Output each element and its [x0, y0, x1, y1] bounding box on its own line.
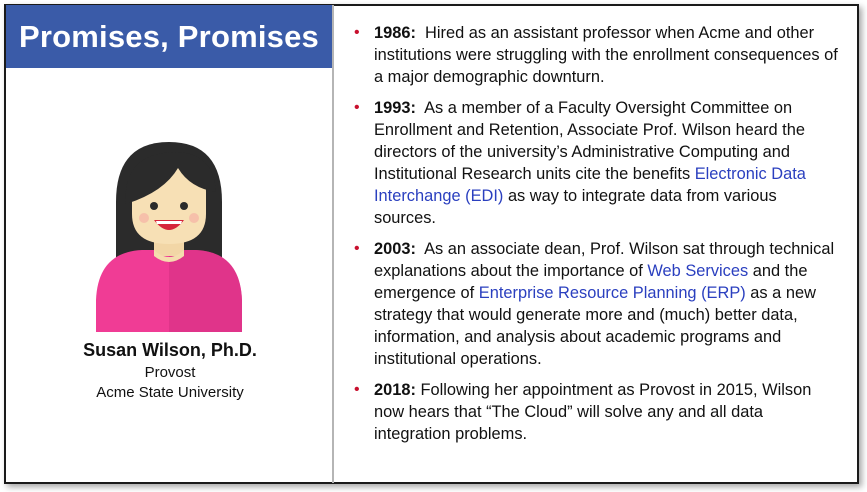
column-divider: [332, 5, 334, 483]
person-name: Susan Wilson, Ph.D.: [83, 340, 257, 360]
timeline-text: As an associate dean, Prof. Wilson sat through technical explanations about the importance of: [374, 240, 835, 280]
timeline-text: as a new strategy that would generate more and (much) better data, information, and analysis about academic programs and institutional operations.: [374, 284, 816, 368]
person-organization: Acme State University: [96, 384, 244, 401]
web-services-link[interactable]: Web Services: [647, 262, 749, 280]
woman-avatar-icon: [94, 132, 244, 332]
timeline-item-1993: [352, 97, 842, 229]
bullet-icon: •: [354, 381, 360, 398]
timeline-item-1986: [352, 22, 842, 88]
timeline-text: As a member of a Faculty Oversight Committee on Enrollment and Retention, Associate Prof. Wilson heard the directors of the university’s Administrative Computing and Institutional Research units cite the benefits: [374, 99, 805, 183]
bullet-icon: •: [354, 240, 360, 257]
bullet-icon: •: [354, 24, 360, 41]
timeline-item-2018: [352, 379, 842, 445]
person-role: Provost: [144, 364, 196, 381]
edi-link[interactable]: Electronic Data Interchange (EDI): [374, 165, 806, 205]
timeline-year: 2018:: [374, 381, 416, 399]
timeline-year: 1986:: [374, 24, 416, 42]
erp-link[interactable]: Enterprise Resource Planning (ERP): [478, 284, 746, 302]
timeline-text: Hired as an assistant professor when Acme and other institutions were struggling with the enrollment consequences of a major demographic downturn.: [374, 24, 838, 86]
timeline-text: Following her appointment as Provost in 2015, Wilson now hears that “The Cloud” will solve any and all data integration problems.: [374, 381, 812, 443]
timeline-item-2003: [352, 238, 842, 370]
slide-title: Promises, Promises: [6, 5, 332, 68]
timeline-list: [352, 22, 842, 454]
bullet-icon: •: [354, 99, 360, 116]
timeline-text: and the emergence of: [374, 262, 808, 302]
timeline-year: 2003:: [374, 240, 416, 258]
timeline-year: 1993:: [374, 99, 416, 117]
timeline-text: as way to integrate data from various sources.: [374, 187, 777, 227]
